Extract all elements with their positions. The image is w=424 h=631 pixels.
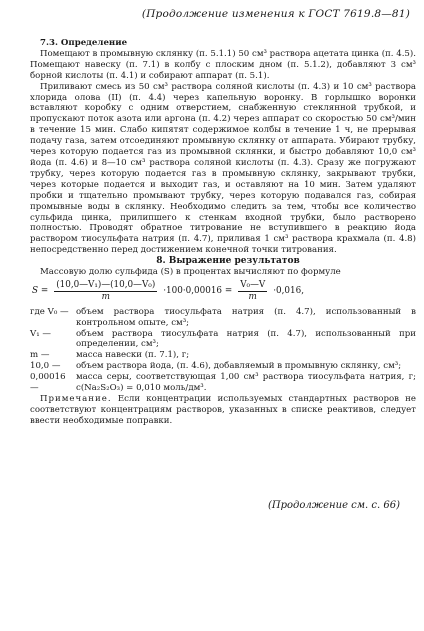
definition-text: масса серы, соответствующая 1,00 см³ раствора тиосульфата натрия, г; c(Na₂S₂O₃) = 0,010 моль/дм³. [76, 372, 416, 394]
definition-symbol: m — [30, 350, 50, 361]
section-8-intro: Массовую долю сульфида (S) в процентах вычисляют по формуле [40, 267, 341, 278]
formula-tail: ·0,016, [273, 285, 305, 296]
formula-denominator-1: m [101, 291, 110, 302]
definition-row [30, 361, 416, 372]
definition-text: масса навески (п. 7.1), г; [76, 350, 190, 361]
section-7-3-paragraph-2: Приливают смесь из 50 см³ раствора соляной кислоты (п. 4.3) и 10 см³ раствора хлорида олова (II) (п. 4.4) через капельную воронку. В горлышко воронки вставляют коробку с одним отверстием, снабженную стеклянной трубкой, и пропускают поток азота или аргона (п. 4.2) через аппарат со скоростью 50 см³/мин в течение 15 мин. Слабо кипятят содержимое колбы в течение 1 ч, не прерывая подачу газа, затем отсоединяют промывную склянку от аппарата. Убирают трубку, через которую подается газ из промывной склянки, и быстро добавляют 10,0 см³ йода (п. 4.6) и 8—10 см³ раствора соляной кислоты (п. 4.3). Сразу же погружают трубку, через которую подается газ в промывную склянку, закрывают трубки, через которые подается и выходит газ, и оставляют на 10 мин. Затем удаляют пробки и тщательно промывают трубку, через которую подавался газ, собирая промывные воды в склянку. Необходимо следить за тем, чтобы все количество сульфида цинка, прилипшего к стенкам входной трубки, было растворено полностью. Проводят обратное титрование не вступившего в реакцию йода раствором тиосульфата натрия (п. 4.7), приливая 1 см³ раствора крахмала (п. 4.8) непосредственно перед достижением конечной точки титрования. [30, 81, 416, 256]
definition-row [30, 329, 416, 351]
note-label: Примечание. [40, 394, 112, 404]
section-8-title: 8. Выражение результатов [156, 256, 300, 267]
definition-text: объем раствора йода, (п. 4.6), добавляемый в промывную склянку, см³; [76, 361, 402, 372]
definition-symbol: 0,00016 — [30, 372, 66, 394]
definition-row [30, 307, 416, 329]
definition-symbol: где V₀ — [30, 306, 69, 317]
note [30, 394, 416, 427]
formula-numerator-1: (10,0—V₁)—(10,0—V₀) [56, 279, 156, 290]
definition-text: объем раствора тиосульфата натрия (п. 4.7), использованный при определении, см³; [76, 328, 416, 350]
variable-definitions [30, 307, 416, 394]
formula-numerator-2: V₀—V [240, 279, 266, 290]
definition-symbol: V₁ — [30, 328, 51, 339]
note-text: Если концентрации используемых стандартных растворов не соответствуют концентрациям растворов, указанных в списке реактивов, следует ввести необходимые поправки. [30, 394, 416, 426]
definition-text: объем раствора тиосульфата натрия (п. 4.7), использованный в контрольном опыте, см³; [76, 306, 416, 328]
formula-fraction-1 [54, 280, 157, 303]
document-body [30, 38, 416, 427]
section-7-3-paragraph-1: Помещают в промывную склянку (п. 5.1.1) 50 см³ раствора ацетата цинка (п. 4.5). Помещают навеску (п. 7.1) в колбу с плоским дном (п. 5.1.2), добавляют 3 см³ борной кислоты (п. 4.1) и собирают аппарат (п. 5.1). [30, 48, 416, 81]
formula-multiplier: ·100·0,00016 = [163, 285, 233, 296]
definition-row [30, 372, 416, 394]
definition-row [30, 350, 416, 361]
page-header: (Продолжение изменения к ГОСТ 7619.8—81) [141, 8, 410, 20]
definition-symbol: 10,0 — [30, 361, 61, 372]
continuation-footer: (Продолжение см. с. 66) [267, 500, 400, 511]
formula-fraction-2 [238, 280, 267, 303]
section-7-3-title: 7.3. Определение [40, 38, 128, 48]
sulfide-formula [32, 280, 416, 303]
formula-lhs: S = [32, 285, 49, 296]
formula-denominator-2: m [248, 291, 257, 302]
